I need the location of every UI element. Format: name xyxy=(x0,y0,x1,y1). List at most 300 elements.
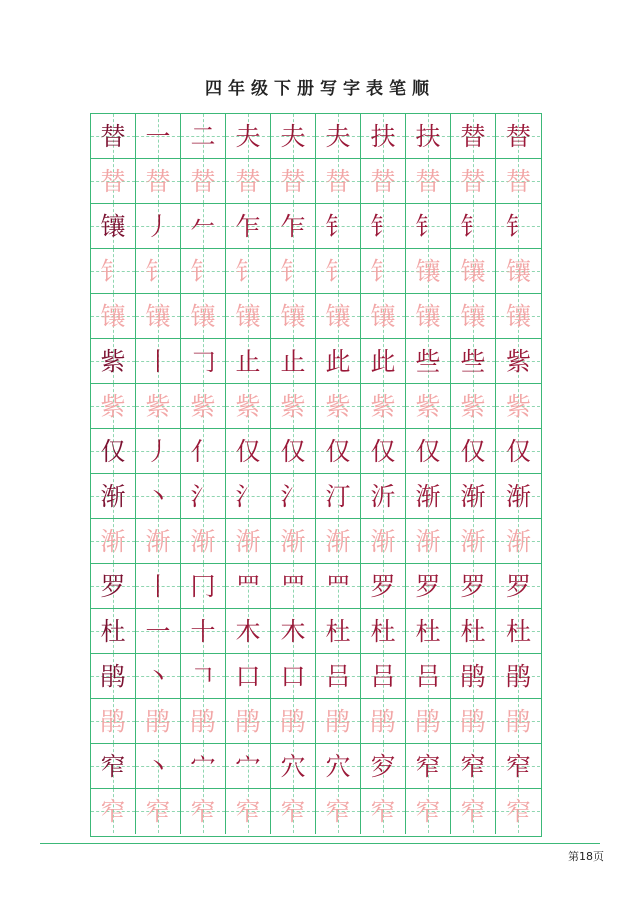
stroke-cell xyxy=(451,384,496,429)
cell-character: 紫 xyxy=(505,346,531,376)
stroke-cell xyxy=(496,519,541,564)
cell-character: 木 xyxy=(235,616,261,646)
cell-character: 夫 xyxy=(325,121,351,151)
cell-character: 此 xyxy=(370,346,396,376)
cell-character: 替 xyxy=(280,166,306,196)
page-number: 第18页 xyxy=(568,850,604,863)
cell-character: 鹃 xyxy=(505,661,531,691)
cell-character: 鹃 xyxy=(145,706,171,736)
stroke-cell xyxy=(136,789,181,834)
cell-character: 氵 xyxy=(280,481,306,511)
cell-character: 此 xyxy=(325,346,351,376)
stroke-cell xyxy=(136,654,181,699)
cell-character: 镶 xyxy=(280,301,306,331)
cell-character: 窄 xyxy=(145,797,171,826)
stroke-cell xyxy=(361,204,406,249)
cell-character: 镶 xyxy=(325,301,351,331)
cell-character: 窄 xyxy=(505,751,531,781)
cell-character: 窄 xyxy=(100,751,126,781)
cell-character: 氵 xyxy=(235,481,261,511)
stroke-cell xyxy=(496,789,541,834)
cell-character: 些 xyxy=(460,346,486,376)
stroke-cell xyxy=(406,204,451,249)
stroke-cell xyxy=(361,384,406,429)
cell-character: 仅 xyxy=(370,436,396,466)
stroke-cell xyxy=(271,474,316,519)
stroke-cell xyxy=(361,789,406,834)
stroke-cell xyxy=(451,249,496,294)
stroke-cell xyxy=(136,249,181,294)
cell-character: 止 xyxy=(280,346,306,376)
cell-character: 鹃 xyxy=(370,706,396,736)
cell-character: 仅 xyxy=(325,436,351,466)
cell-character: 扶 xyxy=(415,121,441,151)
cell-character: 鹃 xyxy=(190,706,216,736)
stroke-cell xyxy=(316,789,361,834)
cell-character: 夫 xyxy=(235,121,261,151)
cell-character: 鹃 xyxy=(505,706,531,736)
cell-character: 窄 xyxy=(190,797,216,826)
stroke-cell xyxy=(271,519,316,564)
cell-character: 紫 xyxy=(505,391,531,421)
stroke-cell xyxy=(316,519,361,564)
stroke-cell xyxy=(316,384,361,429)
stroke-cell xyxy=(181,249,226,294)
cell-character: 丨 xyxy=(145,571,171,601)
stroke-cell xyxy=(451,789,496,834)
stroke-cell xyxy=(316,159,361,204)
stroke-cell xyxy=(496,564,541,609)
stroke-cell xyxy=(226,114,271,159)
cell-character: 吕 xyxy=(415,661,441,691)
stroke-cell xyxy=(271,789,316,834)
stroke-cell xyxy=(406,699,451,744)
grid-row xyxy=(91,204,541,249)
cell-character: 紫 xyxy=(145,391,171,421)
cell-character: 罗 xyxy=(460,571,486,601)
cell-character: 窄 xyxy=(415,797,441,826)
cell-character: 𠃌 xyxy=(190,346,216,376)
stroke-cell xyxy=(406,339,451,384)
stroke-cell xyxy=(361,744,406,789)
cell-character: 罒 xyxy=(235,571,261,601)
stroke-cell xyxy=(181,204,226,249)
cell-character: 仅 xyxy=(460,436,486,466)
stroke-cell xyxy=(316,114,361,159)
stroke-cell xyxy=(316,609,361,654)
grid-row xyxy=(91,339,541,384)
model-character-cell xyxy=(91,744,136,789)
stroke-cell xyxy=(451,609,496,654)
cell-character: 杜 xyxy=(505,616,531,646)
stroke-cell xyxy=(451,114,496,159)
stroke-cell xyxy=(316,564,361,609)
stroke-cell xyxy=(226,699,271,744)
stroke-cell xyxy=(226,159,271,204)
stroke-cell xyxy=(451,159,496,204)
cell-character: 替 xyxy=(145,166,171,196)
cell-character: 渐 xyxy=(100,526,126,556)
cell-character: 镶 xyxy=(235,301,261,331)
cell-character: 钅 xyxy=(145,256,171,286)
cell-character: 穴 xyxy=(325,751,351,781)
grid-row xyxy=(91,564,541,609)
stroke-cell xyxy=(181,654,226,699)
cell-character: 渐 xyxy=(100,481,126,511)
cell-character: 窄 xyxy=(460,797,486,826)
cell-character: 宀 xyxy=(235,751,261,781)
stroke-cell xyxy=(181,294,226,339)
cell-character: 鹃 xyxy=(325,706,351,736)
cell-character: 替 xyxy=(100,166,126,196)
cell-character: 镶 xyxy=(100,301,126,331)
grid-row xyxy=(91,384,541,429)
cell-character: 罗 xyxy=(505,571,531,601)
grid-row xyxy=(91,744,541,789)
cell-character: 冂 xyxy=(190,571,216,601)
stroke-cell xyxy=(316,339,361,384)
model-character-cell xyxy=(91,339,136,384)
stroke-cell xyxy=(406,429,451,474)
cell-character: 替 xyxy=(460,166,486,196)
cell-character: 扶 xyxy=(370,121,396,151)
stroke-cell xyxy=(496,699,541,744)
stroke-cell xyxy=(181,384,226,429)
cell-character: 丶 xyxy=(145,661,171,691)
stroke-cell xyxy=(406,789,451,834)
grid-row xyxy=(91,114,541,159)
grid-row xyxy=(91,789,541,834)
stroke-cell xyxy=(496,339,541,384)
stroke-cell xyxy=(226,294,271,339)
stroke-cell xyxy=(91,519,136,564)
stroke-cell xyxy=(226,474,271,519)
stroke-cell xyxy=(361,654,406,699)
model-character-cell xyxy=(91,204,136,249)
stroke-cell xyxy=(271,339,316,384)
cell-character: 些 xyxy=(415,346,441,376)
page-title: 四年级下册写字表笔顺 xyxy=(205,79,435,99)
cell-character: 沂 xyxy=(370,481,396,511)
stroke-cell xyxy=(136,339,181,384)
stroke-cell xyxy=(316,474,361,519)
cell-character: 钅 xyxy=(460,211,486,241)
cell-character: 紫 xyxy=(370,391,396,421)
stroke-cell xyxy=(181,429,226,474)
stroke-cell xyxy=(226,249,271,294)
stroke-cell xyxy=(316,654,361,699)
cell-character: 吕 xyxy=(325,661,351,691)
stroke-cell xyxy=(136,609,181,654)
cell-character: 丿 xyxy=(145,436,171,466)
cell-character: 十 xyxy=(190,616,216,646)
cell-character: 替 xyxy=(505,121,531,151)
cell-character: 杜 xyxy=(415,616,441,646)
cell-character: 窄 xyxy=(370,797,396,826)
cell-character: 紫 xyxy=(100,391,126,421)
cell-character: 镶 xyxy=(100,211,126,241)
stroke-cell xyxy=(361,564,406,609)
cell-character: 穸 xyxy=(370,751,396,781)
cell-character: 渐 xyxy=(505,526,531,556)
cell-character: 鹃 xyxy=(100,661,126,691)
cell-character: 钅 xyxy=(100,256,126,286)
stroke-cell xyxy=(136,474,181,519)
stroke-cell xyxy=(136,429,181,474)
stroke-cell xyxy=(271,159,316,204)
cell-character: 丶 xyxy=(145,751,171,781)
cell-character: 口 xyxy=(280,661,306,691)
cell-character: 紫 xyxy=(325,391,351,421)
cell-character: 渐 xyxy=(235,526,261,556)
model-character-cell xyxy=(91,114,136,159)
cell-character: 替 xyxy=(370,166,396,196)
stroke-cell xyxy=(451,204,496,249)
stroke-cell xyxy=(226,429,271,474)
cell-character: 钅 xyxy=(190,256,216,286)
cell-character: 夫 xyxy=(280,121,306,151)
cell-character: 罗 xyxy=(100,571,126,601)
cell-character: 杜 xyxy=(325,616,351,646)
cell-character: 紫 xyxy=(190,391,216,421)
cell-character: 钅 xyxy=(370,256,396,286)
cell-character: 镶 xyxy=(505,301,531,331)
cell-character: 钅 xyxy=(415,211,441,241)
cell-character: 止 xyxy=(235,346,261,376)
stroke-cell xyxy=(361,159,406,204)
cell-character: 替 xyxy=(415,166,441,196)
stroke-cell xyxy=(406,519,451,564)
grid-row xyxy=(91,429,541,474)
stroke-cell xyxy=(226,654,271,699)
stroke-cell xyxy=(451,429,496,474)
cell-character: 杜 xyxy=(460,616,486,646)
stroke-cell xyxy=(226,609,271,654)
stroke-cell xyxy=(226,339,271,384)
cell-character: 杜 xyxy=(370,616,396,646)
cell-character: 钅 xyxy=(325,256,351,286)
stroke-cell xyxy=(271,294,316,339)
stroke-cell xyxy=(361,609,406,654)
stroke-cell xyxy=(271,204,316,249)
stroke-cell xyxy=(271,654,316,699)
stroke-cell xyxy=(181,519,226,564)
stroke-cell xyxy=(406,384,451,429)
grid-row xyxy=(91,699,541,744)
cell-character: 杜 xyxy=(100,616,126,646)
cell-character: 渐 xyxy=(280,526,306,556)
cell-character: 替 xyxy=(190,166,216,196)
stroke-cell xyxy=(406,564,451,609)
cell-character: 丶 xyxy=(145,481,171,511)
cell-character: 镶 xyxy=(145,301,171,331)
cell-character: 替 xyxy=(235,166,261,196)
cell-character: 鹃 xyxy=(235,706,261,736)
stroke-cell xyxy=(361,699,406,744)
footer-divider xyxy=(40,843,600,844)
stroke-cell xyxy=(361,519,406,564)
cell-character: 鹃 xyxy=(460,661,486,691)
stroke-cell xyxy=(361,429,406,474)
cell-character: 渐 xyxy=(190,526,216,556)
grid-row xyxy=(91,654,541,699)
stroke-cell xyxy=(271,114,316,159)
stroke-cell xyxy=(271,429,316,474)
stroke-cell xyxy=(406,474,451,519)
cell-character: 替 xyxy=(460,121,486,151)
stroke-cell xyxy=(316,294,361,339)
stroke-cell xyxy=(271,744,316,789)
cell-character: 渐 xyxy=(505,481,531,511)
stroke-cell xyxy=(496,744,541,789)
stroke-cell xyxy=(451,474,496,519)
stroke-cell xyxy=(451,744,496,789)
cell-character: 镶 xyxy=(460,301,486,331)
stroke-cell xyxy=(181,159,226,204)
cell-character: 渐 xyxy=(415,526,441,556)
stroke-cell xyxy=(91,294,136,339)
stroke-cell xyxy=(136,114,181,159)
stroke-cell xyxy=(226,204,271,249)
cell-character: 窄 xyxy=(100,797,126,826)
cell-character: 亻 xyxy=(190,436,216,466)
cell-character: 罗 xyxy=(370,571,396,601)
cell-character: 仅 xyxy=(235,436,261,466)
stroke-cell xyxy=(316,699,361,744)
cell-character: 仅 xyxy=(415,436,441,466)
stroke-cell xyxy=(91,249,136,294)
cell-character: 𠃍 xyxy=(190,661,216,691)
stroke-cell xyxy=(91,159,136,204)
stroke-cell xyxy=(136,384,181,429)
stroke-cell xyxy=(496,609,541,654)
stroke-cell xyxy=(271,609,316,654)
cell-character: 氵 xyxy=(190,481,216,511)
stroke-cell xyxy=(271,564,316,609)
stroke-cell xyxy=(136,564,181,609)
stroke-cell xyxy=(406,609,451,654)
stroke-cell xyxy=(181,339,226,384)
stroke-cell xyxy=(496,249,541,294)
stroke-cell xyxy=(316,744,361,789)
cell-character: 紫 xyxy=(100,346,126,376)
cell-character: 替 xyxy=(100,121,126,151)
cell-character: 鹃 xyxy=(415,706,441,736)
stroke-cell xyxy=(496,384,541,429)
stroke-cell xyxy=(496,474,541,519)
cell-character: 镶 xyxy=(415,256,441,286)
stroke-cell xyxy=(271,249,316,294)
stroke-cell xyxy=(226,519,271,564)
cell-character: 二 xyxy=(190,121,216,151)
cell-character: 镶 xyxy=(190,301,216,331)
cell-character: 窄 xyxy=(325,797,351,826)
stroke-cell xyxy=(451,339,496,384)
model-character-cell xyxy=(91,609,136,654)
cell-character: 木 xyxy=(280,616,306,646)
cell-character: 镶 xyxy=(505,256,531,286)
cell-character: 鹃 xyxy=(460,706,486,736)
cell-character: 宀 xyxy=(190,751,216,781)
stroke-cell xyxy=(91,699,136,744)
stroke-cell xyxy=(361,294,406,339)
stroke-cell xyxy=(406,744,451,789)
cell-character: 鹃 xyxy=(100,706,126,736)
stroke-cell xyxy=(271,699,316,744)
cell-character: 口 xyxy=(235,661,261,691)
grid-row xyxy=(91,159,541,204)
stroke-cell xyxy=(136,159,181,204)
cell-character: 𠂉 xyxy=(190,211,216,241)
cell-character: 紫 xyxy=(415,391,441,421)
stroke-cell xyxy=(361,114,406,159)
stroke-cell xyxy=(496,654,541,699)
stroke-cell xyxy=(316,429,361,474)
stroke-cell xyxy=(136,294,181,339)
stroke-cell xyxy=(136,699,181,744)
cell-character: 钅 xyxy=(370,211,396,241)
cell-character: 渐 xyxy=(460,481,486,511)
grid-row xyxy=(91,249,541,294)
stroke-cell xyxy=(496,204,541,249)
cell-character: 窄 xyxy=(415,751,441,781)
stroke-cell xyxy=(406,294,451,339)
stroke-cell xyxy=(181,564,226,609)
cell-character: 丿 xyxy=(145,211,171,241)
cell-character: 仅 xyxy=(280,436,306,466)
stroke-cell xyxy=(91,384,136,429)
stroke-cell xyxy=(451,699,496,744)
model-character-cell xyxy=(91,429,136,474)
cell-character: 罗 xyxy=(415,571,441,601)
cell-character: 钅 xyxy=(280,256,306,286)
stroke-cell xyxy=(271,384,316,429)
cell-character: 渐 xyxy=(370,526,396,556)
stroke-cell xyxy=(361,249,406,294)
stroke-cell xyxy=(406,249,451,294)
cell-character: 镶 xyxy=(370,301,396,331)
cell-character: 窄 xyxy=(280,797,306,826)
stroke-cell xyxy=(181,609,226,654)
grid-row xyxy=(91,294,541,339)
cell-character: 渐 xyxy=(415,481,441,511)
cell-character: 乍 xyxy=(235,211,261,241)
cell-character: 窄 xyxy=(235,797,261,826)
stroke-cell xyxy=(451,564,496,609)
cell-character: 紫 xyxy=(460,391,486,421)
cell-character: 镶 xyxy=(415,301,441,331)
stroke-cell xyxy=(316,204,361,249)
stroke-cell xyxy=(451,654,496,699)
cell-character: 窄 xyxy=(505,797,531,826)
cell-character: 仅 xyxy=(100,436,126,466)
cell-character: 吕 xyxy=(370,661,396,691)
cell-character: 紫 xyxy=(280,391,306,421)
stroke-cell xyxy=(316,249,361,294)
stroke-cell xyxy=(181,474,226,519)
cell-character: 一 xyxy=(145,121,171,151)
cell-character: 镶 xyxy=(460,256,486,286)
cell-character: 替 xyxy=(325,166,351,196)
stroke-cell xyxy=(361,339,406,384)
cell-character: 汀 xyxy=(325,481,351,511)
stroke-cell xyxy=(406,114,451,159)
cell-character: 乍 xyxy=(280,211,306,241)
cell-character: 穴 xyxy=(280,751,306,781)
stroke-cell xyxy=(136,744,181,789)
cell-character: 紫 xyxy=(235,391,261,421)
stroke-cell xyxy=(136,204,181,249)
